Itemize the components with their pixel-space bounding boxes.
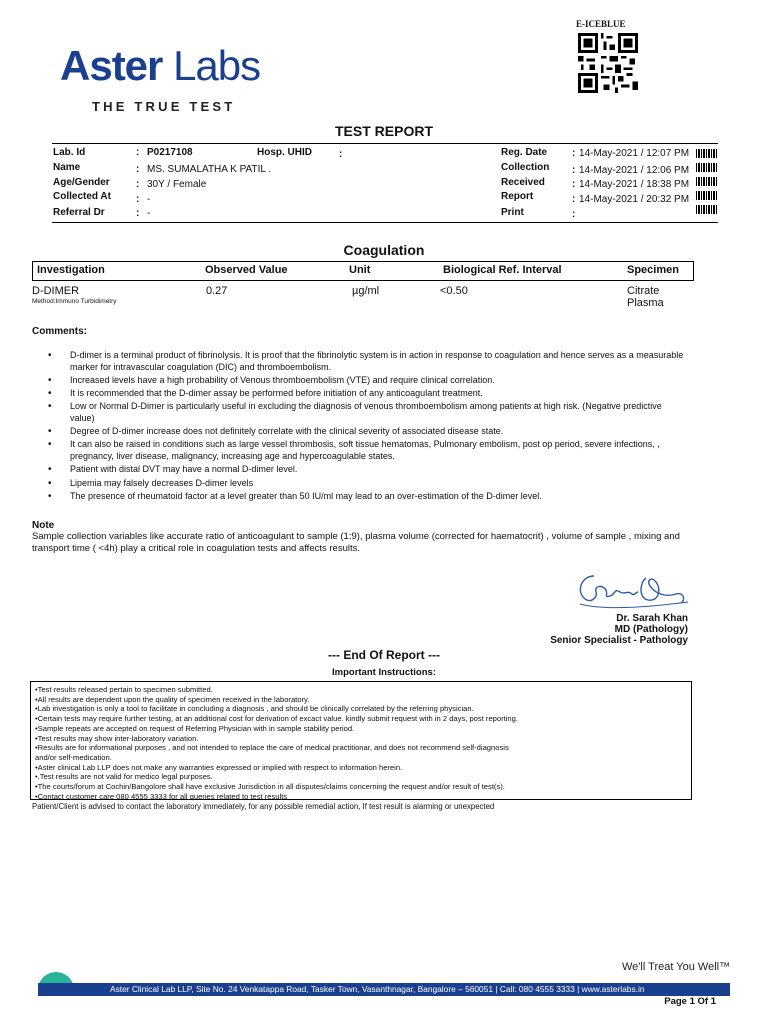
list-item: • It can also be raised in conditions such as large vessel thrombosis, soft tissue hematomas, Pulmonary embolism, post op period, severe infections, , pregnancy, liver disease, malignancy, increasing age and hypercoagulable states. <box>48 439 688 462</box>
patient-name: MS. SUMALATHA K PATIL . <box>147 164 272 175</box>
name-label: Name <box>53 162 81 173</box>
footer-address: Aster Clinical Lab LLP, Site No. 24 Venkatappa Road, Tasker Town, Vasanthnagar, Bangalore – 560051 | Call: 080 4555 3333 | www.asterlabs.in <box>110 984 645 994</box>
col-ref-interval: Biological Ref. Interval <box>443 264 562 276</box>
note-text: Sample collection variables like accurate ratio of anticoagulant to sample (1:9), plasma volume (corrected for haematocrit) , volume of sample , mixing and transport time ( <4h) play a critical role in coagulation tests and affects results. <box>32 531 680 554</box>
lab-id-label: Lab. Id <box>53 147 86 158</box>
unit-value: µg/ml <box>352 285 380 297</box>
instruction-line: •Sample repeats are accepted on request of Referring Physician with in sample stability period. <box>35 723 355 733</box>
qr-label: E-ICEBLUE <box>576 19 626 29</box>
referral-dr-value: - <box>147 208 151 219</box>
footer-tagline: We'll Treat You Well™ <box>622 961 731 973</box>
col-investigation: Investigation <box>37 264 105 276</box>
list-item: • Patient with distal DVT may have a normal D-dimer level. <box>48 464 688 476</box>
observed-value: 0.27 <box>206 285 228 297</box>
collection-value: 14-May-2021 / 12:06 PM <box>579 165 690 176</box>
list-item: • Degree of D-dimer increase does not definitely correlate with the clinical severity of associated disease state. <box>48 426 688 438</box>
doctor-degree: MD (Pathology) <box>614 624 688 635</box>
collected-at-label: Collected At <box>53 191 111 202</box>
comments-list <box>48 350 688 504</box>
age-gender-label: Age/Gender <box>53 177 110 188</box>
barcode-icon <box>696 177 718 186</box>
specimen-value-line2: Plasma <box>627 297 664 309</box>
end-of-report: --- End Of Report --- <box>328 648 440 662</box>
page-number: Page 1 Of 1 <box>664 996 716 1007</box>
collected-at-value: - <box>147 194 151 205</box>
header-top-rule <box>52 143 718 144</box>
report-value: 14-May-2021 / 20:32 PM <box>579 194 690 205</box>
section-title: Coagulation <box>343 242 425 258</box>
col-specimen: Specimen <box>627 264 679 276</box>
report-label: Report <box>501 191 534 202</box>
received-label: Received <box>501 177 545 188</box>
list-item: • Low or Normal D-Dimer is particularly useful in excluding the diagnosis of venous thromboembolism among patients at high risk. (Negative predictive value) <box>48 401 688 424</box>
instruction-line: •Results are for informational purposes , and not intended to replace the care of medical practitionar, and does not recommend self-diagnosis <box>35 743 509 753</box>
reg-date-value: 14-May-2021 / 12:07 PM <box>579 148 690 159</box>
print-label: Print <box>501 207 524 218</box>
lab-id-value: P0217108 <box>147 147 193 158</box>
aster-labs-logo: Aster Labs <box>60 42 261 89</box>
report-title: TEST REPORT <box>334 123 433 139</box>
investigation-name: D-DIMER <box>32 285 80 297</box>
patient-advisory: Patient/Client is advised to contact the laboratory immediately, for any possible remedial action, If test result is alarming or unexpected <box>32 802 495 811</box>
instruction-line: •The courts/forum at Cochin/Bangolore shall have exclusive Jurisdiction in all disputes/claims concerning the request and/or result of test(s). <box>35 782 505 792</box>
barcode-icon <box>696 191 718 200</box>
list-item: • The presence of rheumatoid factor at a level greater than 50 IU/ml may lead to an over-estimation of the D-dimer level. <box>48 491 688 503</box>
reg-date-label: Reg. Date <box>501 147 548 158</box>
list-item: • Lipemia may falsely decreases D-dimer levels <box>48 478 688 490</box>
age-gender-value: 30Y / Female <box>147 179 207 190</box>
important-instructions-heading: Important Instructions: <box>332 667 436 678</box>
specimen-value: Citrate <box>627 285 660 297</box>
brand-tagline: THE TRUE TEST <box>92 99 236 114</box>
instruction-line: •Test results released pertain to specimen submitted. <box>35 685 213 694</box>
received-value: 14-May-2021 / 18:38 PM <box>579 179 690 190</box>
referral-dr-label: Referral Dr <box>53 207 105 218</box>
instructions-box <box>30 681 692 800</box>
instruction-line: and/or self-medication. <box>35 752 112 762</box>
qr-code-icon <box>578 33 638 93</box>
col-observed-value: Observed Value <box>205 264 288 276</box>
instruction-line: •Lab investigation is only a tool to facilitate in concluding a diagnosis , and should be clinically correlated by the referring physician. <box>35 704 474 714</box>
instruction-line: •.Test results are not valid for medico legal purposes. <box>35 772 213 782</box>
instruction-line: •Test results may show inter-laboratory variation. <box>35 733 199 743</box>
ref-interval-value: <0.50 <box>440 285 468 297</box>
note-heading: Note <box>32 520 55 531</box>
instruction-line: •Certain tests may require further testing, at an additional cost for derivation of excact value. kindly submit request with in 2 days, post reporting. <box>35 714 518 724</box>
signature-image <box>572 568 692 614</box>
header-bottom-rule <box>52 222 718 223</box>
collection-label: Collection <box>501 162 550 173</box>
list-item: • D-dimer is a terminal product of fibrinolysis. It is proof that the fibrinolytic system is in action in response to coagulation and hence serves as a measurable marker for intravascular coagulation (DIC) and thromboembolism. <box>48 350 688 373</box>
doctor-title: Senior Specialist - Pathology <box>550 635 688 646</box>
instruction-line: •Aster clinical Lab LLP does not make any warranties expressed or implied with respect to information herein. <box>35 762 403 772</box>
barcode-icon <box>696 205 718 214</box>
barcode-icon <box>696 149 718 158</box>
hosp-uhid-label: Hosp. UHID <box>257 147 312 158</box>
comments-heading: Comments: <box>32 326 88 337</box>
investigation-method: Method:Immuno Turbidimetry <box>32 298 117 305</box>
instruction-line: •Contact customer care 080 4555 3333 for all queries related to test results <box>35 791 288 801</box>
list-item: • It is recommended that the D-dimer assay be performed before initiation of any anticoagulant treatment. <box>48 388 688 400</box>
instruction-line: •All results are dependent upon the quality of specimen received in the laboratory. <box>35 694 310 704</box>
doctor-name: Dr. Sarah Khan <box>616 613 688 624</box>
barcode-icon <box>696 163 718 172</box>
col-unit: Unit <box>349 264 371 276</box>
list-item: • Increased levels have a high probability of Venous thromboembolism (VTE) and require clinical correlation. <box>48 375 688 387</box>
